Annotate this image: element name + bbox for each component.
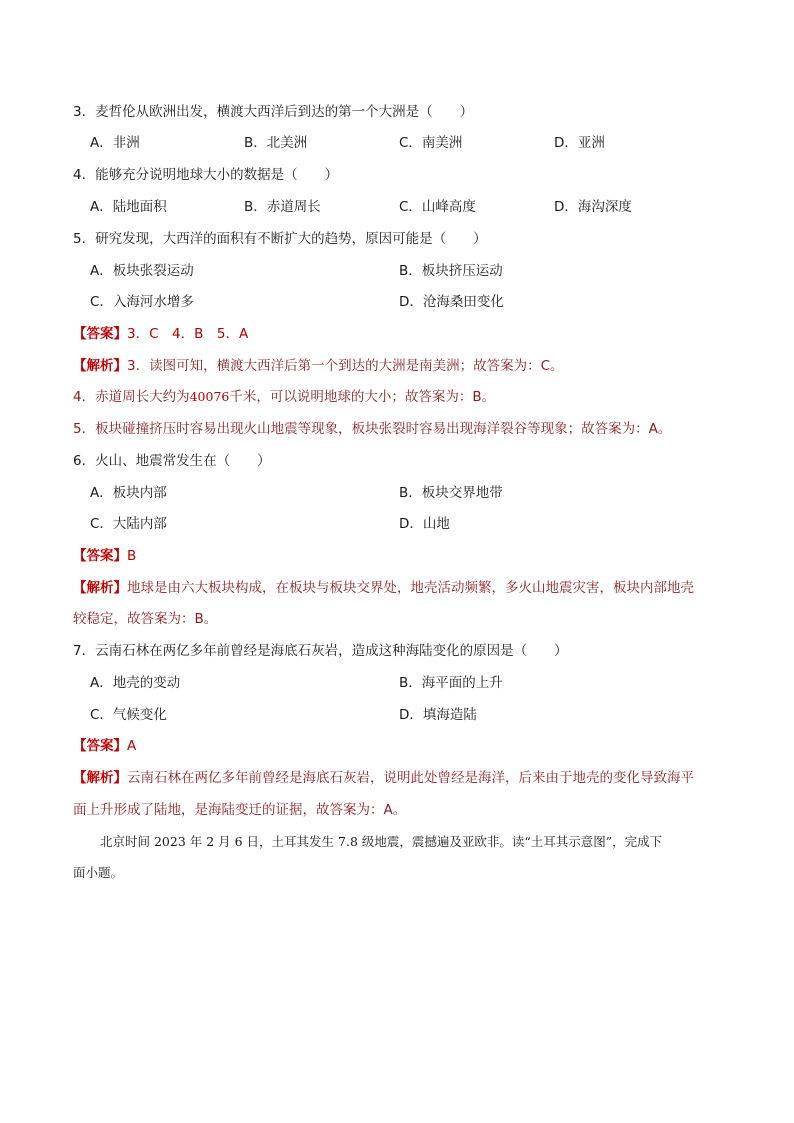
analysis-line-6a: [73, 578, 694, 598]
analysis-4-prefix: 4．赤道周长大约为: [73, 389, 190, 405]
answer-tag: 【答案】: [73, 326, 127, 342]
q6-option-c: C．大陆内部: [90, 516, 167, 532]
analysis-line-3: [73, 356, 564, 376]
analysis-line-4: [73, 387, 495, 407]
intro-line-2: 面小题。: [73, 865, 124, 880]
analysis-line-6b: 较稳定，故答案为：B。: [73, 611, 218, 627]
question-5-stem: 5．研究发现，大西洋的面积有不断扩大的趋势，原因可能是（ ）: [73, 231, 487, 247]
answer-tag: 【答案】: [73, 548, 127, 564]
q7-option-d: D．填海造陆: [399, 707, 477, 723]
analysis-4-suffix: 千米，可以说明地球的大小；故答案为：B。: [229, 389, 496, 405]
question-7-stem: 7．云南石林在两亿多年前曾经是海底石灰岩，造成这种海陆变化的原因是（ ）: [73, 643, 568, 659]
answer-tag: 【答案】: [73, 738, 127, 754]
analysis-tag: 【解析】: [73, 770, 127, 786]
q4-option-d: D．海沟深度: [554, 199, 632, 215]
analysis-line-7a: [73, 768, 694, 788]
q7-option-b: B．海平面的上升: [399, 675, 503, 691]
q5-option-a: A．板块张裂运动: [90, 263, 194, 279]
q4-option-a: A．陆地面积: [90, 199, 167, 215]
q3-option-b: B．北美洲: [244, 135, 308, 151]
q7-option-c: C．气候变化: [90, 707, 167, 723]
q3-option-a: A．非洲: [90, 135, 140, 151]
q4-option-b: B．赤道周长: [244, 199, 321, 215]
question-3-stem: 3．麦哲伦从欧洲出发，横渡大西洋后到达的第一个大洲是（ ）: [73, 104, 474, 120]
q5-option-d: D．沧海桑田变化: [399, 294, 504, 310]
q6-option-a: A．板块内部: [90, 485, 167, 501]
analysis-4-number: 40076: [189, 389, 230, 404]
question-6-stem: 6．火山、地震常发生在（ ）: [73, 453, 271, 469]
analysis-tag: 【解析】: [73, 358, 127, 374]
analysis-3-text: 3．读图可知，横渡大西洋后第一个到达的大洲是南美洲；故答案为：C。: [127, 358, 564, 374]
answer-text: A: [127, 738, 137, 754]
answer-text: 3．C 4．B 5．A: [127, 326, 249, 342]
analysis-line-7b: 面上升形成了陆地，是海陆变迁的证据，故答案为：A。: [73, 802, 407, 818]
analysis-7-text-1: 云南石林在两亿多年前曾经是海底石灰岩，说明此处曾经是海洋，后来由于地壳的变化导致海平: [127, 770, 694, 786]
answer-line-7: [73, 736, 136, 756]
q3-option-d: D．亚洲: [554, 135, 605, 151]
answer-text: B: [127, 548, 137, 564]
q6-option-b: B．板块交界地带: [399, 485, 503, 501]
q5-option-b: B．板块挤压运动: [399, 263, 503, 279]
q7-option-a: A．地壳的变动: [90, 675, 181, 691]
answer-line-6: [73, 546, 136, 566]
q3-option-c: C．南美洲: [399, 135, 463, 151]
question-4-stem: 4．能够充分说明地球大小的数据是（ ）: [73, 167, 339, 183]
q6-option-d: D．山地: [399, 516, 450, 532]
answer-line-1: [73, 324, 248, 344]
analysis-tag: 【解析】: [73, 580, 127, 596]
analysis-6-text-1: 地球是由六大板块构成，在板块与板块交界处，地壳活动频繁，多火山地震灾害，板块内部地壳: [127, 580, 694, 596]
q5-option-c: C．入海河水增多: [90, 294, 194, 310]
intro-line-1: 北京时间 2023 年 2 月 6 日，土耳其发生 7.8 级地震，震撼遍及亚欧非。读“土耳其示意图”，完成下: [100, 834, 663, 849]
q4-option-c: C．山峰高度: [399, 199, 476, 215]
analysis-line-5: 5．板块碰撞挤压时容易出现火山地震等现象，板块张裂时容易出现海洋裂谷等现象；故答案为：A。: [73, 421, 672, 437]
